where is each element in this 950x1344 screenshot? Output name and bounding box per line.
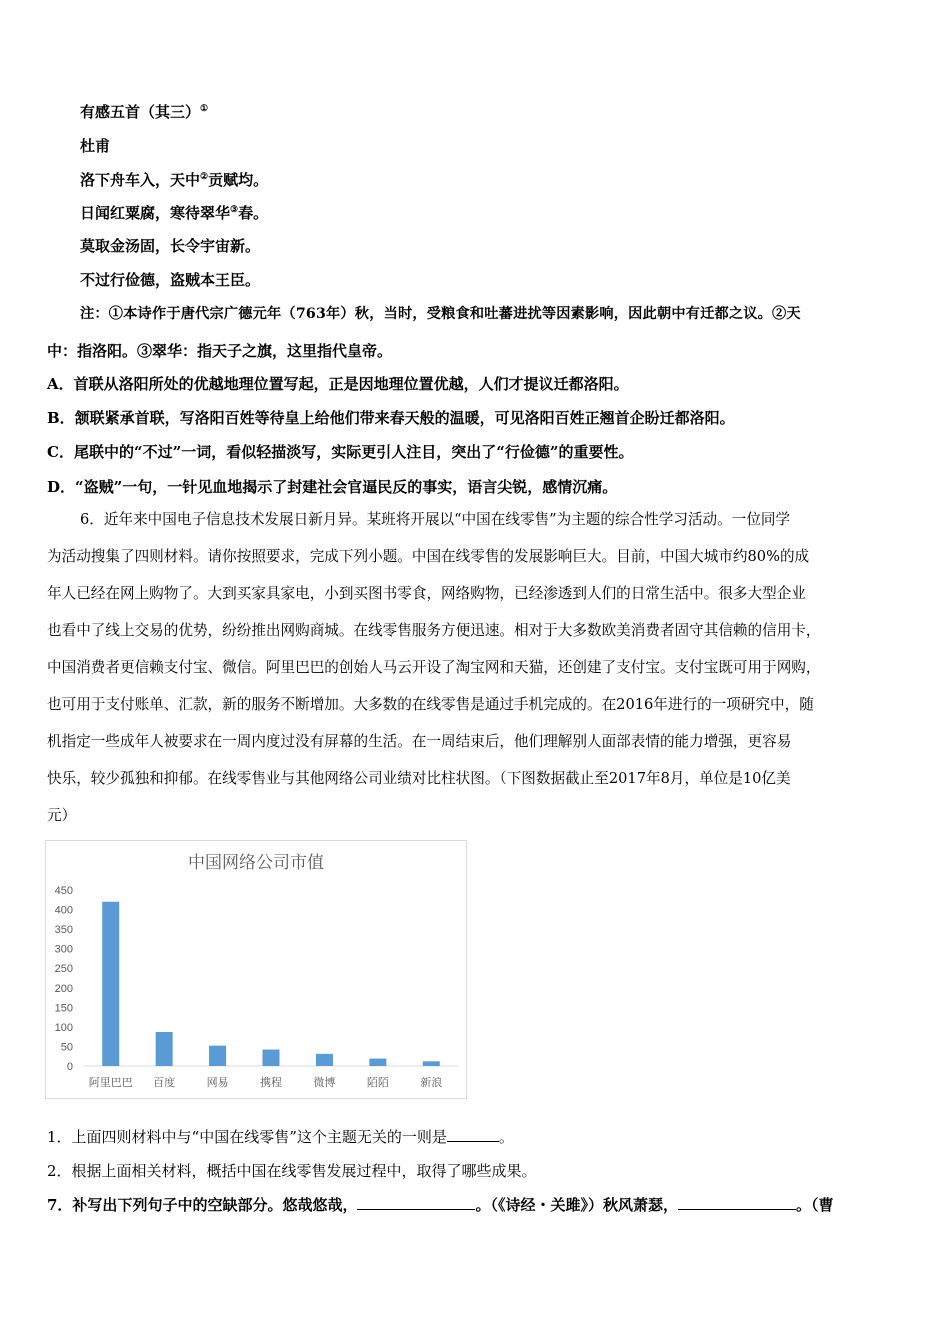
poem-note-line-1: 注：①本诗作于唐代宗广德元年（763年）秋，当时，受粮食和吐蕃进扰等因素影响，因此朝中有迁都之议。②天 bbox=[80, 306, 801, 322]
q7: 7．补写出下列句子中的空缺部分。悠哉悠哉， 。（《诗经・关雎》）秋风萧瑟， 。（曹 bbox=[47, 1196, 834, 1214]
option-d: D．“盗贼”一句，一针见血地揭示了封建社会官逼民反的事实，语言尖锐，感情沉痛。 bbox=[47, 478, 618, 496]
bar-5 bbox=[369, 1059, 386, 1066]
bar-2 bbox=[209, 1046, 226, 1066]
q6-line-2: 为活动搜集了四则材料。请你按照要求，完成下列小题。中国在线零售的发展影响巨大。目前，中国大城市约80%的成 bbox=[47, 548, 810, 565]
answer-blank[interactable] bbox=[357, 1195, 475, 1210]
y-tick-label: 350 bbox=[54, 924, 73, 937]
poem-author: 杜甫 bbox=[80, 137, 111, 155]
option-c: C．尾联中的“不过”一词，看似轻描淡写，实际更引人注目，突出了“行俭德”的重要性。 bbox=[47, 443, 634, 461]
x-tick-label: 网易 bbox=[206, 1076, 229, 1089]
y-tick-label: 150 bbox=[54, 1002, 73, 1015]
q6-line-4: 也看中了线上交易的优势，纷纷推出网购商城。在线零售服务方便迅速。相对于大多数欧美消费者固守其信赖的信用卡， bbox=[47, 622, 821, 639]
x-tick-label: 携程 bbox=[260, 1076, 282, 1089]
bar-1 bbox=[156, 1032, 173, 1066]
bar-chart bbox=[45, 840, 467, 1099]
answer-blank[interactable] bbox=[678, 1195, 796, 1210]
poem-line-3: 莫取金汤固，长令宇宙新。 bbox=[80, 237, 261, 255]
q6-line-6: 也可用于支付账单、汇款，新的服务不断增加。大多数的在线零售是通过手机完成的。在2016年进行的一项研究中，随 bbox=[47, 696, 814, 713]
y-tick-label: 250 bbox=[54, 963, 73, 976]
q6-line-1: 6．近年来中国电子信息技术发展日新月异。某班将开展以“中国在线零售”为主题的综合性学习活动。一位同学 bbox=[80, 511, 791, 528]
y-tick-label: 300 bbox=[54, 943, 73, 956]
bar-3 bbox=[263, 1050, 280, 1066]
answer-blank[interactable] bbox=[447, 1127, 499, 1142]
y-tick-label: 200 bbox=[54, 982, 73, 995]
q6-sub1: 1．上面四则材料中与“中国在线零售”这个主题无关的一则是 。 bbox=[47, 1128, 514, 1146]
chart-title: 中国网络公司市值 bbox=[188, 853, 324, 872]
y-tick-label: 50 bbox=[60, 1041, 73, 1054]
x-tick-label: 微博 bbox=[313, 1076, 336, 1089]
bar-chart-svg bbox=[46, 841, 466, 1098]
poem-title: 有感五首（其三）① bbox=[80, 103, 209, 121]
x-tick-label: 阿里巴巴 bbox=[88, 1076, 133, 1089]
x-tick-label: 新浪 bbox=[420, 1076, 443, 1089]
poem-line-2: 日闻红粟腐，寒待翠华③春。 bbox=[80, 204, 269, 222]
q6-line-3: 年人已经在网上购物了。大到买家具家电，小到买图书零食，网络购物，已经渗透到人们的日常生活中。很多大型企业 bbox=[47, 585, 806, 602]
q6-sub2: 2．根据上面相关材料，概括中国在线零售发展过程中，取得了哪些成果。 bbox=[47, 1162, 537, 1180]
y-tick-label: 400 bbox=[54, 904, 73, 917]
y-tick-label: 450 bbox=[54, 885, 73, 897]
option-b: B．颔联紧承首联，写洛阳百姓等待皇上给他们带来春天般的温暖，可见洛阳百姓正翘首企盼迁都洛阳。 bbox=[47, 409, 735, 427]
bar-6 bbox=[423, 1061, 440, 1066]
option-a: A．首联从洛阳所处的优越地理位置写起，正是因地理位置优越，人们才提议迁都洛阳。 bbox=[47, 375, 629, 393]
bar-0 bbox=[102, 902, 119, 1066]
y-tick-label: 100 bbox=[54, 1021, 73, 1034]
poem-note-line-2: 中：指洛阳。③翠华：指天子之旗，这里指代皇帝。 bbox=[47, 342, 393, 360]
y-tick-label: 0 bbox=[66, 1061, 73, 1073]
x-tick-label: 陌陌 bbox=[366, 1076, 389, 1089]
q6-line-9: 元） bbox=[47, 807, 77, 824]
q6-line-5: 中国消费者更信赖支付宝、微信。阿里巴巴的创始人马云开设了淘宝网和天猫，还创建了支付宝。支付宝既可用于网购， bbox=[47, 659, 821, 676]
q6-line-7: 机指定一些成年人被要求在一周内度过没有屏幕的生活。在一周结束后，他们理解别人面部表情的能力增强，更容易 bbox=[47, 733, 792, 750]
poem-line-1: 洛下舟车入，天中②贡赋均。 bbox=[80, 171, 269, 189]
poem-line-4: 不过行俭德，盗贼本王臣。 bbox=[80, 271, 261, 289]
q6-line-8: 快乐，较少孤独和抑郁。在线零售业与其他网络公司业绩对比柱状图。（下图数据截止至2017年8月，单位是10亿美 bbox=[47, 770, 791, 787]
x-tick-label: 百度 bbox=[153, 1076, 176, 1089]
bar-4 bbox=[316, 1054, 333, 1066]
